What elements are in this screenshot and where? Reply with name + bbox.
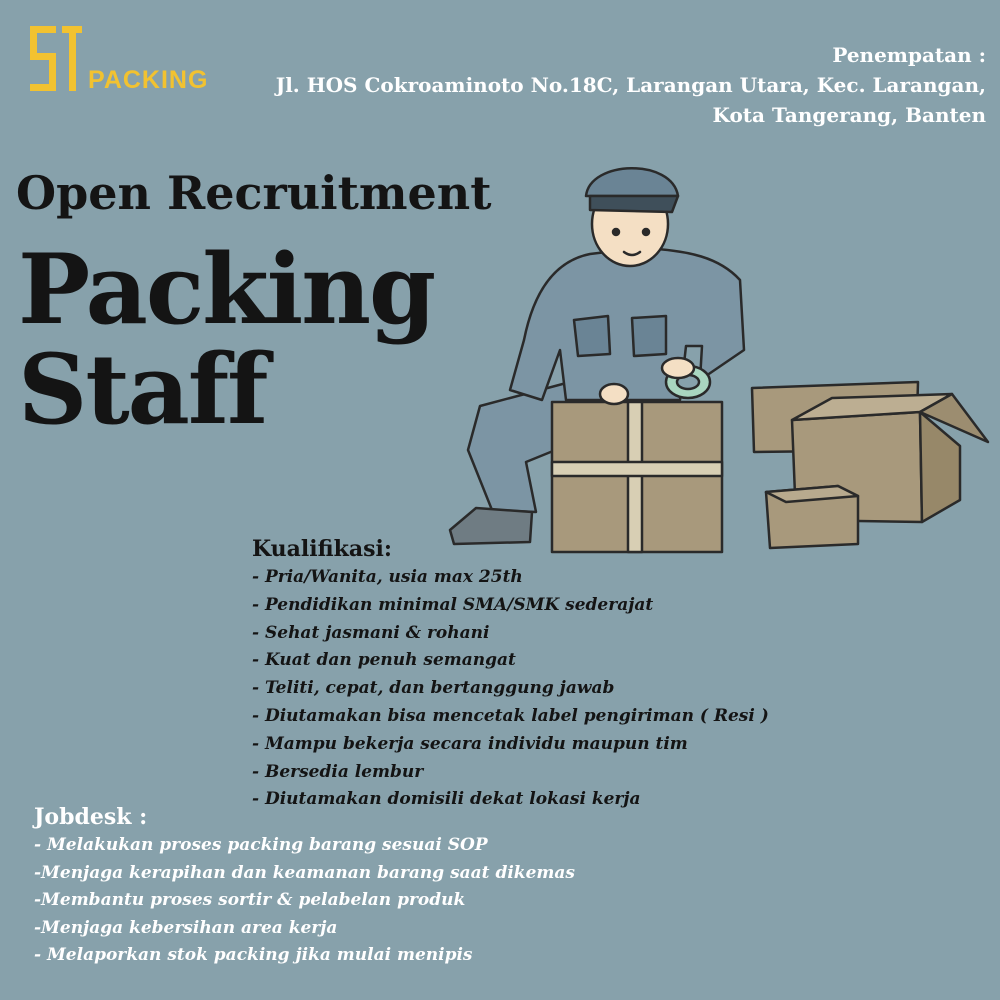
- packing-worker-illustration: [440, 150, 1000, 560]
- qualifications-list: [252, 564, 769, 814]
- qualification-item: - Diutamakan domisili dekat lokasi kerja: [252, 789, 641, 810]
- qualification-item: - Mampu bekerja secara individu maupun tim: [252, 733, 688, 754]
- job-title-line-2: Staff: [18, 333, 267, 446]
- job-title-line-1: Packing: [18, 233, 435, 346]
- jobdesk-section: [34, 804, 575, 970]
- location-label: Penempatan :: [832, 43, 986, 67]
- jobdesk-item: -Menjaga kebersihan area kerja: [34, 917, 338, 938]
- qualifications-section: [252, 536, 769, 814]
- location-block: [276, 40, 986, 130]
- jobdesk-item: - Melaporkan stok packing jika mulai menipis: [34, 945, 473, 965]
- qualification-item: - Diutamakan bisa mencetak label pengiriman ( Resi ): [252, 705, 769, 726]
- qualification-item: - Pria/Wanita, usia max 25th: [252, 567, 523, 587]
- open-recruitment-heading: Open Recruitment: [16, 166, 492, 220]
- qualification-item: - Sehat jasmani & rohani: [252, 622, 490, 643]
- qualification-item: - Kuat dan penuh semangat: [252, 650, 516, 671]
- jobdesk-item: - Melakukan proses packing barang sesuai SOP: [34, 835, 488, 855]
- location-address-line-2: Kota Tangerang, Banten: [712, 103, 986, 127]
- jobdesk-title: Jobdesk :: [34, 804, 148, 830]
- job-title: [18, 233, 435, 446]
- qualifications-title: Kualifikasi:: [252, 536, 392, 562]
- logo-wordmark: PACKING: [88, 66, 209, 94]
- qualification-item: - Teliti, cepat, dan bertanggung jawab: [252, 678, 615, 699]
- qualification-item: - Pendidikan minimal SMA/SMK sederajat: [252, 594, 654, 615]
- qualification-item: - Bersedia lembur: [252, 761, 424, 782]
- location-address-line-1: Jl. HOS Cokroaminoto No.18C, Larangan Utara, Kec. Larangan,: [275, 73, 986, 97]
- jobdesk-item: -Membantu proses sortir & pelabelan produk: [34, 890, 466, 910]
- jobdesk-list: [34, 832, 575, 970]
- jobdesk-item: -Menjaga kerapihan dan keamanan barang saat dikemas: [34, 862, 575, 883]
